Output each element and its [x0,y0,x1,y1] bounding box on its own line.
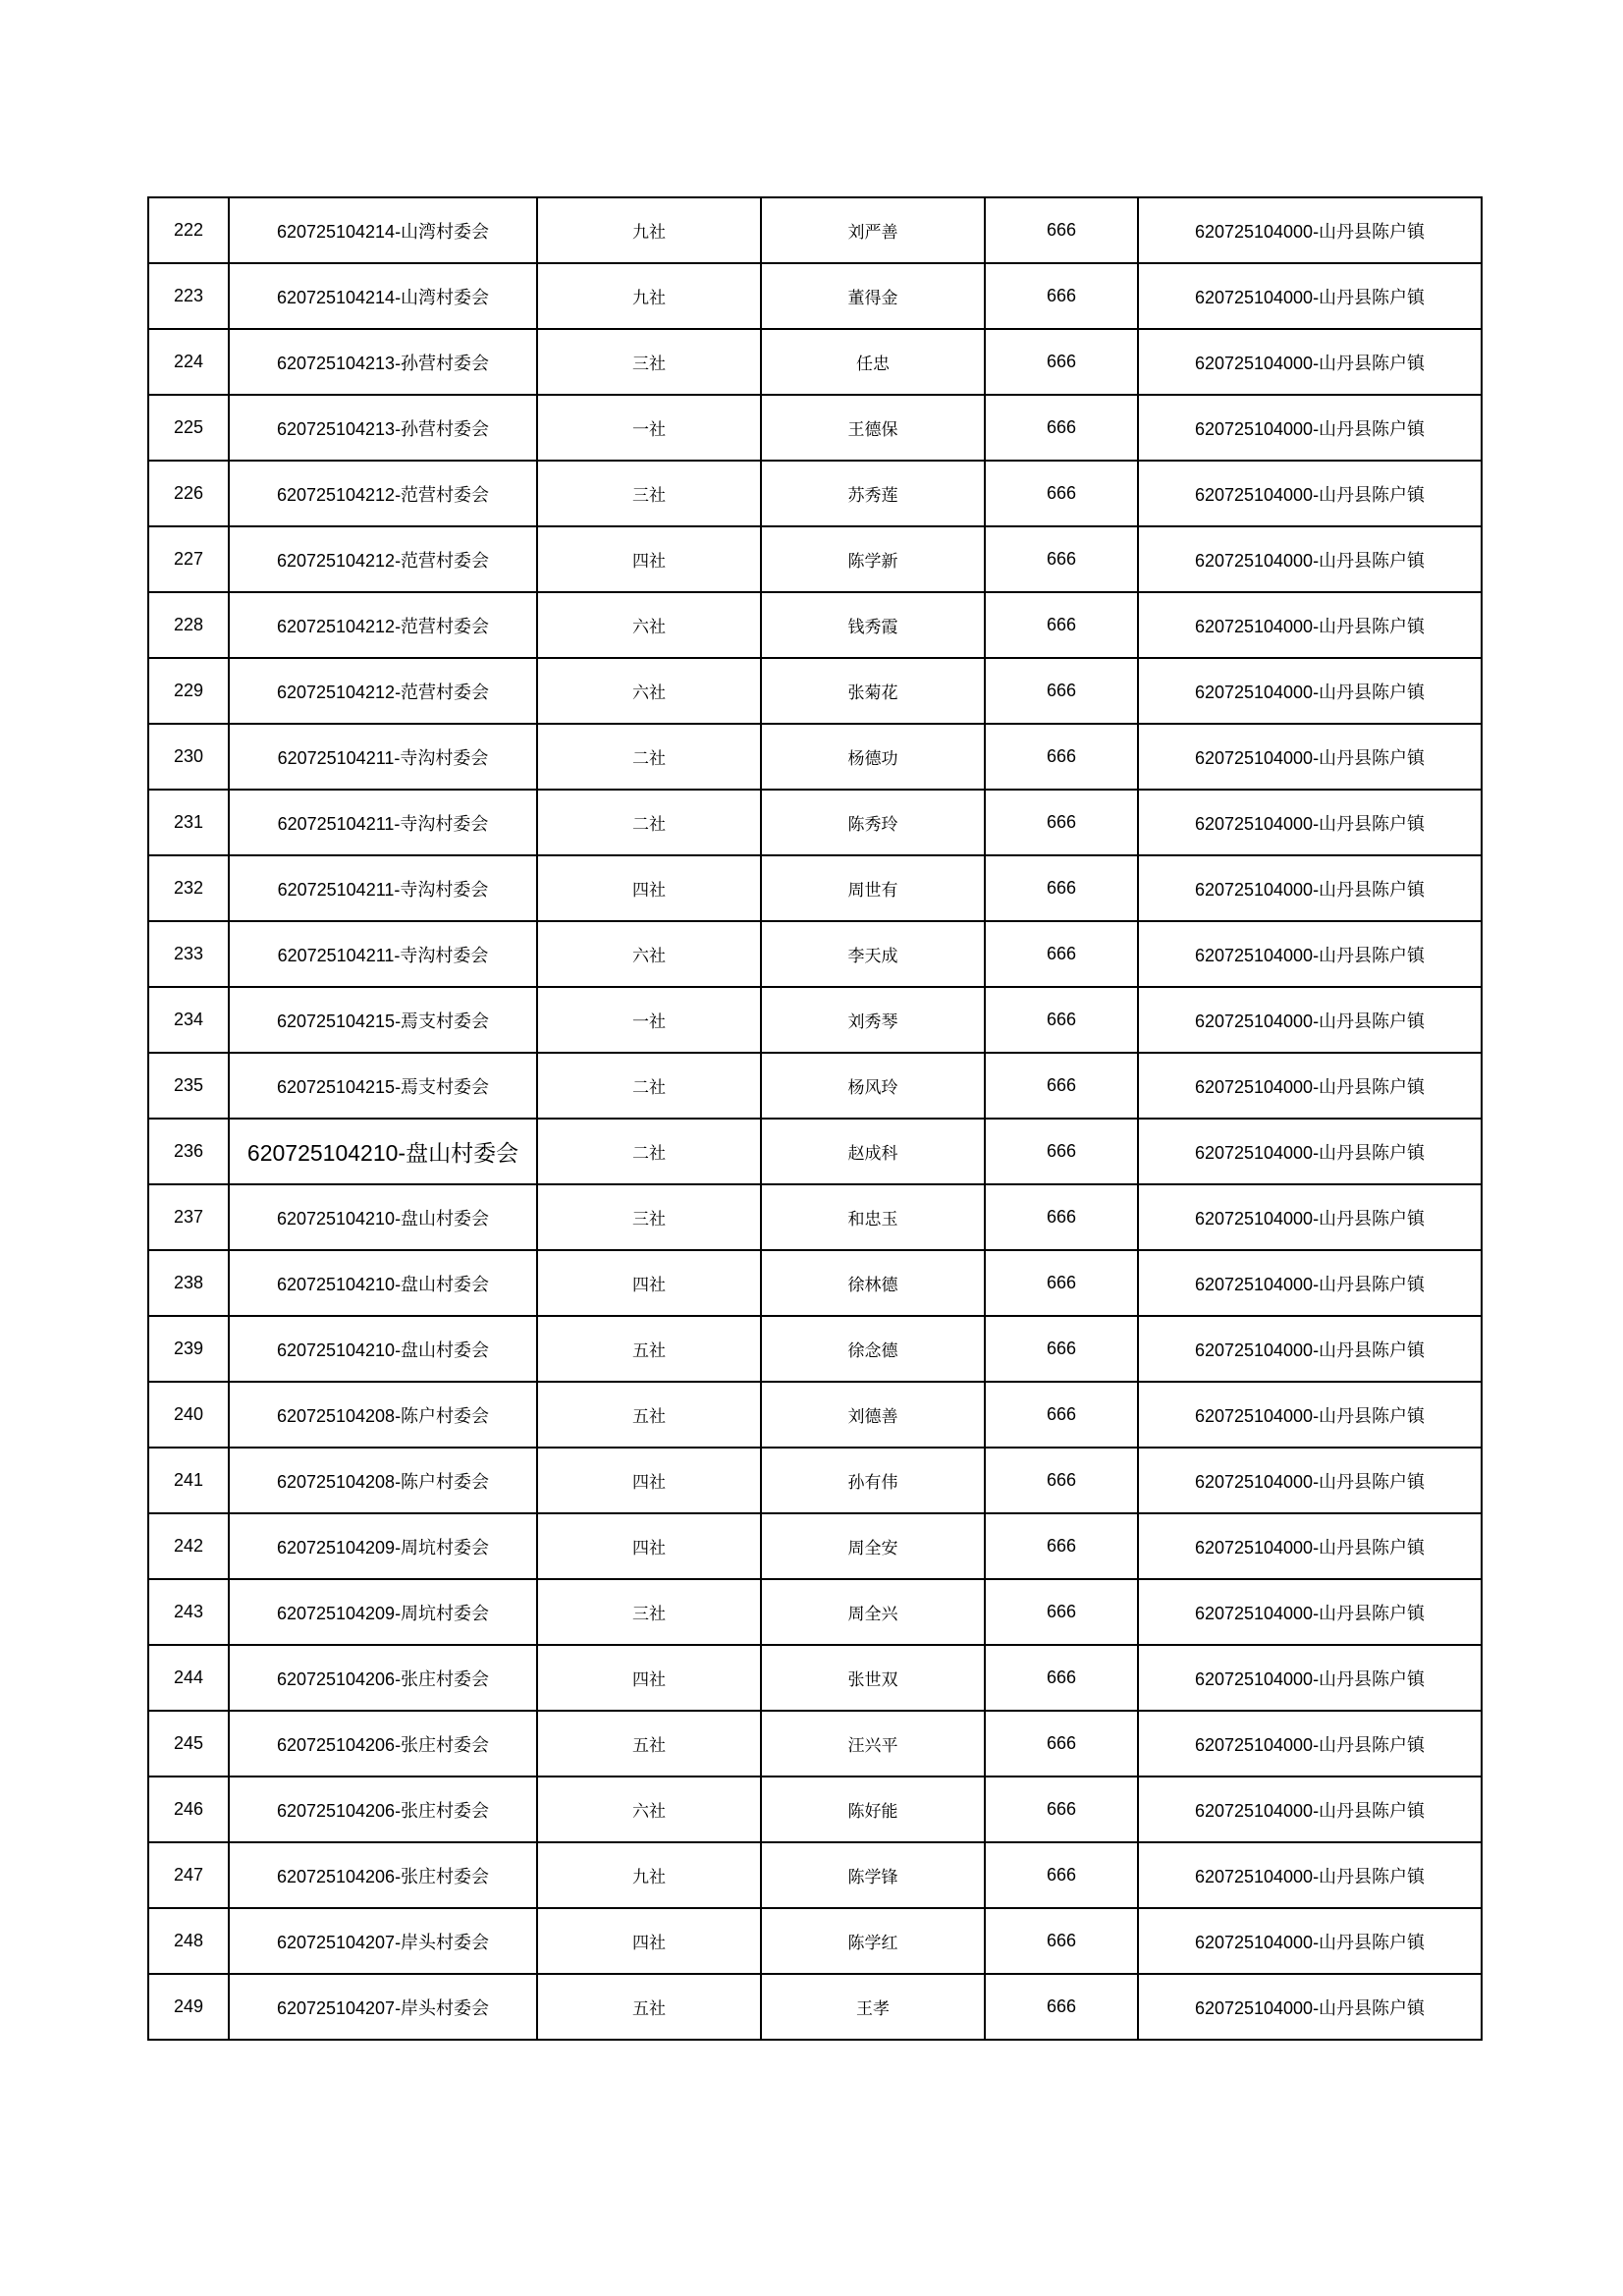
row-index-cell: 239 [148,1316,229,1382]
amount-cell: 666 [985,724,1138,790]
row-index-cell: 245 [148,1711,229,1777]
amount-cell: 666 [985,263,1138,329]
person-name-cell: 周世有 [761,855,985,921]
table-row [148,1316,1482,1382]
table-row [148,526,1482,592]
amount-cell: 666 [985,921,1138,987]
village-committee-cell: 620725104208-陈户村委会 [229,1382,537,1448]
row-index-cell: 235 [148,1053,229,1119]
person-name-cell: 张菊花 [761,658,985,724]
group-cell: 四社 [537,1645,761,1711]
table-row [148,921,1482,987]
village-committee-cell: 620725104211-寺沟村委会 [229,921,537,987]
village-committee-cell: 620725104209-周坑村委会 [229,1579,537,1645]
amount-cell: 666 [985,855,1138,921]
town-cell: 620725104000-山丹县陈户镇 [1138,1382,1482,1448]
table-row [148,263,1482,329]
person-name-cell: 陈秀玲 [761,790,985,855]
row-index-cell: 248 [148,1908,229,1974]
group-cell: 六社 [537,592,761,658]
row-index-cell: 238 [148,1250,229,1316]
town-cell: 620725104000-山丹县陈户镇 [1138,921,1482,987]
town-cell: 620725104000-山丹县陈户镇 [1138,790,1482,855]
village-committee-cell: 620725104212-范营村委会 [229,526,537,592]
amount-cell: 666 [985,1974,1138,2040]
group-cell: 二社 [537,790,761,855]
amount-cell: 666 [985,1513,1138,1579]
village-committee-cell: 620725104211-寺沟村委会 [229,790,537,855]
amount-cell: 666 [985,1184,1138,1250]
village-committee-cell: 620725104206-张庄村委会 [229,1777,537,1842]
table-row [148,1513,1482,1579]
town-cell: 620725104000-山丹县陈户镇 [1138,724,1482,790]
table-row [148,987,1482,1053]
amount-cell: 666 [985,1645,1138,1711]
amount-cell: 666 [985,592,1138,658]
village-committee-cell: 620725104211-寺沟村委会 [229,724,537,790]
table-row [148,790,1482,855]
town-cell: 620725104000-山丹县陈户镇 [1138,1119,1482,1184]
village-committee-cell: 620725104214-山湾村委会 [229,263,537,329]
row-index-cell: 230 [148,724,229,790]
person-name-cell: 陈学新 [761,526,985,592]
row-index-cell: 240 [148,1382,229,1448]
village-committee-cell: 620725104210-盘山村委会 [229,1184,537,1250]
table-row [148,1053,1482,1119]
table-row [148,1448,1482,1513]
amount-cell: 666 [985,1711,1138,1777]
group-cell: 三社 [537,1184,761,1250]
town-cell: 620725104000-山丹县陈户镇 [1138,1316,1482,1382]
village-committee-cell: 620725104210-盘山村委会 [229,1316,537,1382]
row-index-cell: 225 [148,395,229,461]
person-name-cell: 王孝 [761,1974,985,2040]
town-cell: 620725104000-山丹县陈户镇 [1138,461,1482,526]
person-name-cell: 周全安 [761,1513,985,1579]
group-cell: 一社 [537,987,761,1053]
town-cell: 620725104000-山丹县陈户镇 [1138,658,1482,724]
village-committee-cell: 620725104210-盘山村委会 [229,1250,537,1316]
table-row [148,1974,1482,2040]
village-committee-cell: 620725104212-范营村委会 [229,461,537,526]
town-cell: 620725104000-山丹县陈户镇 [1138,329,1482,395]
town-cell: 620725104000-山丹县陈户镇 [1138,592,1482,658]
group-cell: 五社 [537,1316,761,1382]
person-name-cell: 刘德善 [761,1382,985,1448]
group-cell: 四社 [537,1448,761,1513]
group-cell: 四社 [537,1513,761,1579]
person-name-cell: 和忠玉 [761,1184,985,1250]
row-index-cell: 243 [148,1579,229,1645]
village-committee-cell: 620725104206-张庄村委会 [229,1645,537,1711]
group-cell: 九社 [537,197,761,263]
row-index-cell: 236 [148,1119,229,1184]
row-index-cell: 237 [148,1184,229,1250]
amount-cell: 666 [985,1908,1138,1974]
amount-cell: 666 [985,1448,1138,1513]
town-cell: 620725104000-山丹县陈户镇 [1138,987,1482,1053]
village-committee-cell: 620725104215-焉支村委会 [229,1053,537,1119]
village-committee-cell: 620725104210-盘山村委会 [229,1119,537,1184]
group-cell: 四社 [537,526,761,592]
group-cell: 四社 [537,1908,761,1974]
table-row [148,1250,1482,1316]
roster-table [147,196,1483,2041]
person-name-cell: 汪兴平 [761,1711,985,1777]
table-row [148,855,1482,921]
table-row [148,724,1482,790]
group-cell: 三社 [537,1579,761,1645]
town-cell: 620725104000-山丹县陈户镇 [1138,1842,1482,1908]
row-index-cell: 227 [148,526,229,592]
village-committee-cell: 620725104208-陈户村委会 [229,1448,537,1513]
amount-cell: 666 [985,1316,1138,1382]
amount-cell: 666 [985,1382,1138,1448]
row-index-cell: 228 [148,592,229,658]
village-committee-cell: 620725104213-孙营村委会 [229,329,537,395]
row-index-cell: 242 [148,1513,229,1579]
table-row [148,1382,1482,1448]
table-row [148,1777,1482,1842]
table-row [148,461,1482,526]
group-cell: 二社 [537,1053,761,1119]
row-index-cell: 229 [148,658,229,724]
table-row [148,1711,1482,1777]
village-committee-cell: 620725104206-张庄村委会 [229,1711,537,1777]
village-committee-cell: 620725104215-焉支村委会 [229,987,537,1053]
person-name-cell: 刘严善 [761,197,985,263]
town-cell: 620725104000-山丹县陈户镇 [1138,1250,1482,1316]
person-name-cell: 徐念德 [761,1316,985,1382]
person-name-cell: 陈好能 [761,1777,985,1842]
group-cell: 六社 [537,658,761,724]
group-cell: 四社 [537,855,761,921]
town-cell: 620725104000-山丹县陈户镇 [1138,1513,1482,1579]
person-name-cell: 刘秀琴 [761,987,985,1053]
village-committee-cell: 620725104211-寺沟村委会 [229,855,537,921]
group-cell: 四社 [537,1250,761,1316]
group-cell: 五社 [537,1711,761,1777]
row-index-cell: 233 [148,921,229,987]
village-committee-cell: 620725104206-张庄村委会 [229,1842,537,1908]
person-name-cell: 钱秀霞 [761,592,985,658]
group-cell: 二社 [537,724,761,790]
row-index-cell: 241 [148,1448,229,1513]
table-row [148,197,1482,263]
person-name-cell: 孙有伟 [761,1448,985,1513]
village-committee-cell: 620725104214-山湾村委会 [229,197,537,263]
group-cell: 三社 [537,329,761,395]
row-index-cell: 246 [148,1777,229,1842]
amount-cell: 666 [985,1119,1138,1184]
row-index-cell: 247 [148,1842,229,1908]
table-row [148,1908,1482,1974]
town-cell: 620725104000-山丹县陈户镇 [1138,1908,1482,1974]
town-cell: 620725104000-山丹县陈户镇 [1138,1711,1482,1777]
row-index-cell: 222 [148,197,229,263]
row-index-cell: 231 [148,790,229,855]
group-cell: 二社 [537,1119,761,1184]
person-name-cell: 张世双 [761,1645,985,1711]
person-name-cell: 李天成 [761,921,985,987]
table-row [148,1119,1482,1184]
amount-cell: 666 [985,1777,1138,1842]
table-row [148,1579,1482,1645]
town-cell: 620725104000-山丹县陈户镇 [1138,1974,1482,2040]
person-name-cell: 陈学锋 [761,1842,985,1908]
amount-cell: 666 [985,1579,1138,1645]
person-name-cell: 王德保 [761,395,985,461]
town-cell: 620725104000-山丹县陈户镇 [1138,1448,1482,1513]
group-cell: 五社 [537,1974,761,2040]
person-name-cell: 苏秀莲 [761,461,985,526]
amount-cell: 666 [985,790,1138,855]
village-committee-cell: 620725104212-范营村委会 [229,592,537,658]
amount-cell: 666 [985,329,1138,395]
amount-cell: 666 [985,1842,1138,1908]
town-cell: 620725104000-山丹县陈户镇 [1138,197,1482,263]
person-name-cell: 杨风玲 [761,1053,985,1119]
row-index-cell: 249 [148,1974,229,2040]
table-row [148,395,1482,461]
row-index-cell: 223 [148,263,229,329]
village-committee-cell: 620725104213-孙营村委会 [229,395,537,461]
roster-body [148,197,1482,2040]
town-cell: 620725104000-山丹县陈户镇 [1138,1184,1482,1250]
table-row [148,1842,1482,1908]
town-cell: 620725104000-山丹县陈户镇 [1138,1579,1482,1645]
village-committee-cell: 620725104212-范营村委会 [229,658,537,724]
row-index-cell: 226 [148,461,229,526]
group-cell: 六社 [537,921,761,987]
row-index-cell: 244 [148,1645,229,1711]
table-row [148,329,1482,395]
amount-cell: 666 [985,1053,1138,1119]
person-name-cell: 董得金 [761,263,985,329]
town-cell: 620725104000-山丹县陈户镇 [1138,526,1482,592]
table-row [148,1645,1482,1711]
person-name-cell: 任忠 [761,329,985,395]
group-cell: 五社 [537,1382,761,1448]
town-cell: 620725104000-山丹县陈户镇 [1138,395,1482,461]
table-row [148,658,1482,724]
person-name-cell: 杨德功 [761,724,985,790]
row-index-cell: 232 [148,855,229,921]
amount-cell: 666 [985,658,1138,724]
person-name-cell: 周全兴 [761,1579,985,1645]
table-row [148,1184,1482,1250]
group-cell: 九社 [537,1842,761,1908]
town-cell: 620725104000-山丹县陈户镇 [1138,263,1482,329]
amount-cell: 666 [985,461,1138,526]
village-committee-cell: 620725104209-周坑村委会 [229,1513,537,1579]
town-cell: 620725104000-山丹县陈户镇 [1138,1645,1482,1711]
town-cell: 620725104000-山丹县陈户镇 [1138,1053,1482,1119]
amount-cell: 666 [985,1250,1138,1316]
town-cell: 620725104000-山丹县陈户镇 [1138,855,1482,921]
table-row [148,592,1482,658]
group-cell: 九社 [537,263,761,329]
amount-cell: 666 [985,197,1138,263]
person-name-cell: 陈学红 [761,1908,985,1974]
row-index-cell: 224 [148,329,229,395]
village-committee-cell: 620725104207-岸头村委会 [229,1908,537,1974]
amount-cell: 666 [985,395,1138,461]
group-cell: 三社 [537,461,761,526]
group-cell: 六社 [537,1777,761,1842]
amount-cell: 666 [985,526,1138,592]
person-name-cell: 徐林德 [761,1250,985,1316]
amount-cell: 666 [985,987,1138,1053]
village-committee-cell: 620725104207-岸头村委会 [229,1974,537,2040]
row-index-cell: 234 [148,987,229,1053]
person-name-cell: 赵成科 [761,1119,985,1184]
group-cell: 一社 [537,395,761,461]
town-cell: 620725104000-山丹县陈户镇 [1138,1777,1482,1842]
